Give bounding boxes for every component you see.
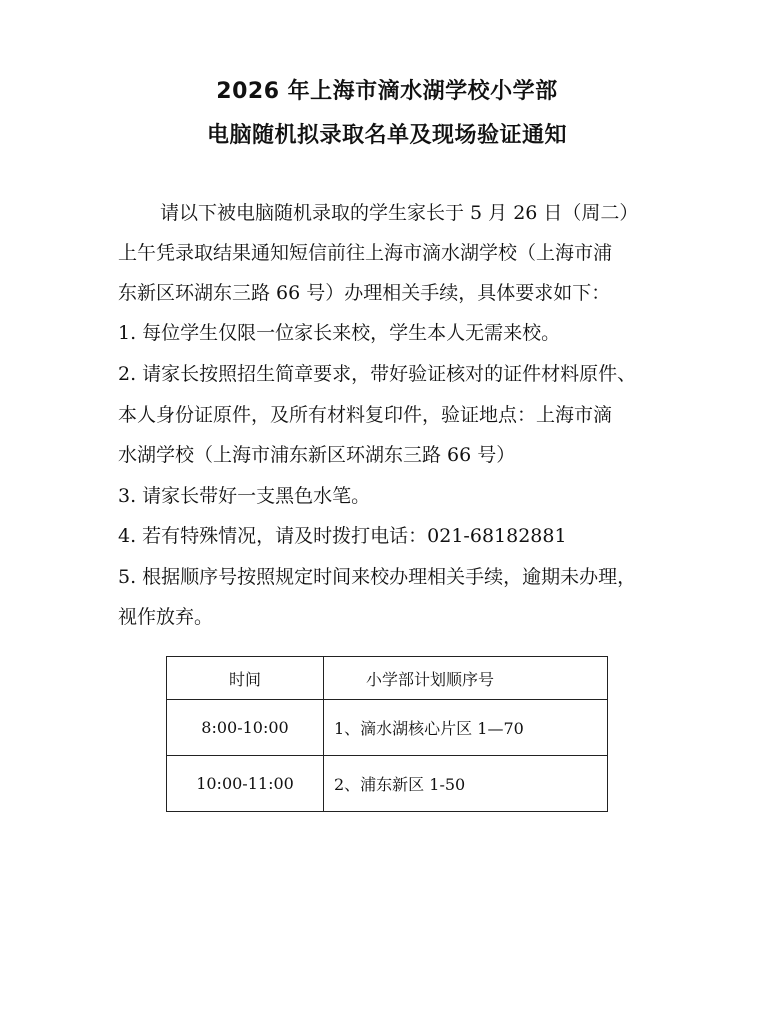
- table-header-row: [167, 657, 608, 700]
- rule-item-4: 4. 若有特殊情况，请及时拨打电话：021-68182881: [118, 525, 567, 547]
- rule-item-5: 5. 根据顺序号按照规定时间来校办理相关手续，逾期未办理，: [118, 566, 637, 588]
- rule-item-2-cont-2: 水湖学校（上海市浦东新区环湖东三路 66 号）: [118, 444, 516, 466]
- rule-item-2: 2. 请家长按照招生简章要求，带好验证核对的证件材料原件、: [118, 363, 637, 385]
- body-line-1: 请以下被电脑随机录取的学生家长于 5 月 26 日（周二）: [160, 202, 639, 224]
- body-line-3: 东新区环湖东三路 66 号）办理相关手续，具体要求如下：: [118, 282, 611, 304]
- rule-item-5-cont: 视作放弃。: [118, 606, 214, 628]
- row-sequence: 1、滴水湖核心片区 1—70: [324, 700, 608, 756]
- document-title-line-2: 电脑随机拟录取名单及现场验证通知: [206, 123, 567, 148]
- rule-item-1: 1. 每位学生仅限一位家长来校，学生本人无需来校。: [118, 322, 561, 344]
- body-line-2: 上午凭录取结果通知短信前往上海市滴水湖学校（上海市浦: [118, 242, 613, 264]
- rule-item-3: 3. 请家长带好一支黑色水笔。: [118, 485, 371, 507]
- row-sequence: 2、浦东新区 1-50: [324, 756, 608, 812]
- row-time: 10:00-11:00: [167, 756, 324, 812]
- row-time: 8:00-10:00: [167, 700, 324, 756]
- document-title-line-1: 2026 年上海市滴水湖学校小学部: [216, 79, 558, 104]
- table-row: [167, 756, 608, 812]
- rule-item-2-cont-1: 本人身份证原件，及所有材料复印件，验证地点：上海市滴: [118, 404, 613, 426]
- schedule-table: [166, 656, 608, 812]
- header-sequence: 小学部计划顺序号: [324, 657, 608, 700]
- header-time: 时间: [167, 657, 324, 700]
- table-row: [167, 700, 608, 756]
